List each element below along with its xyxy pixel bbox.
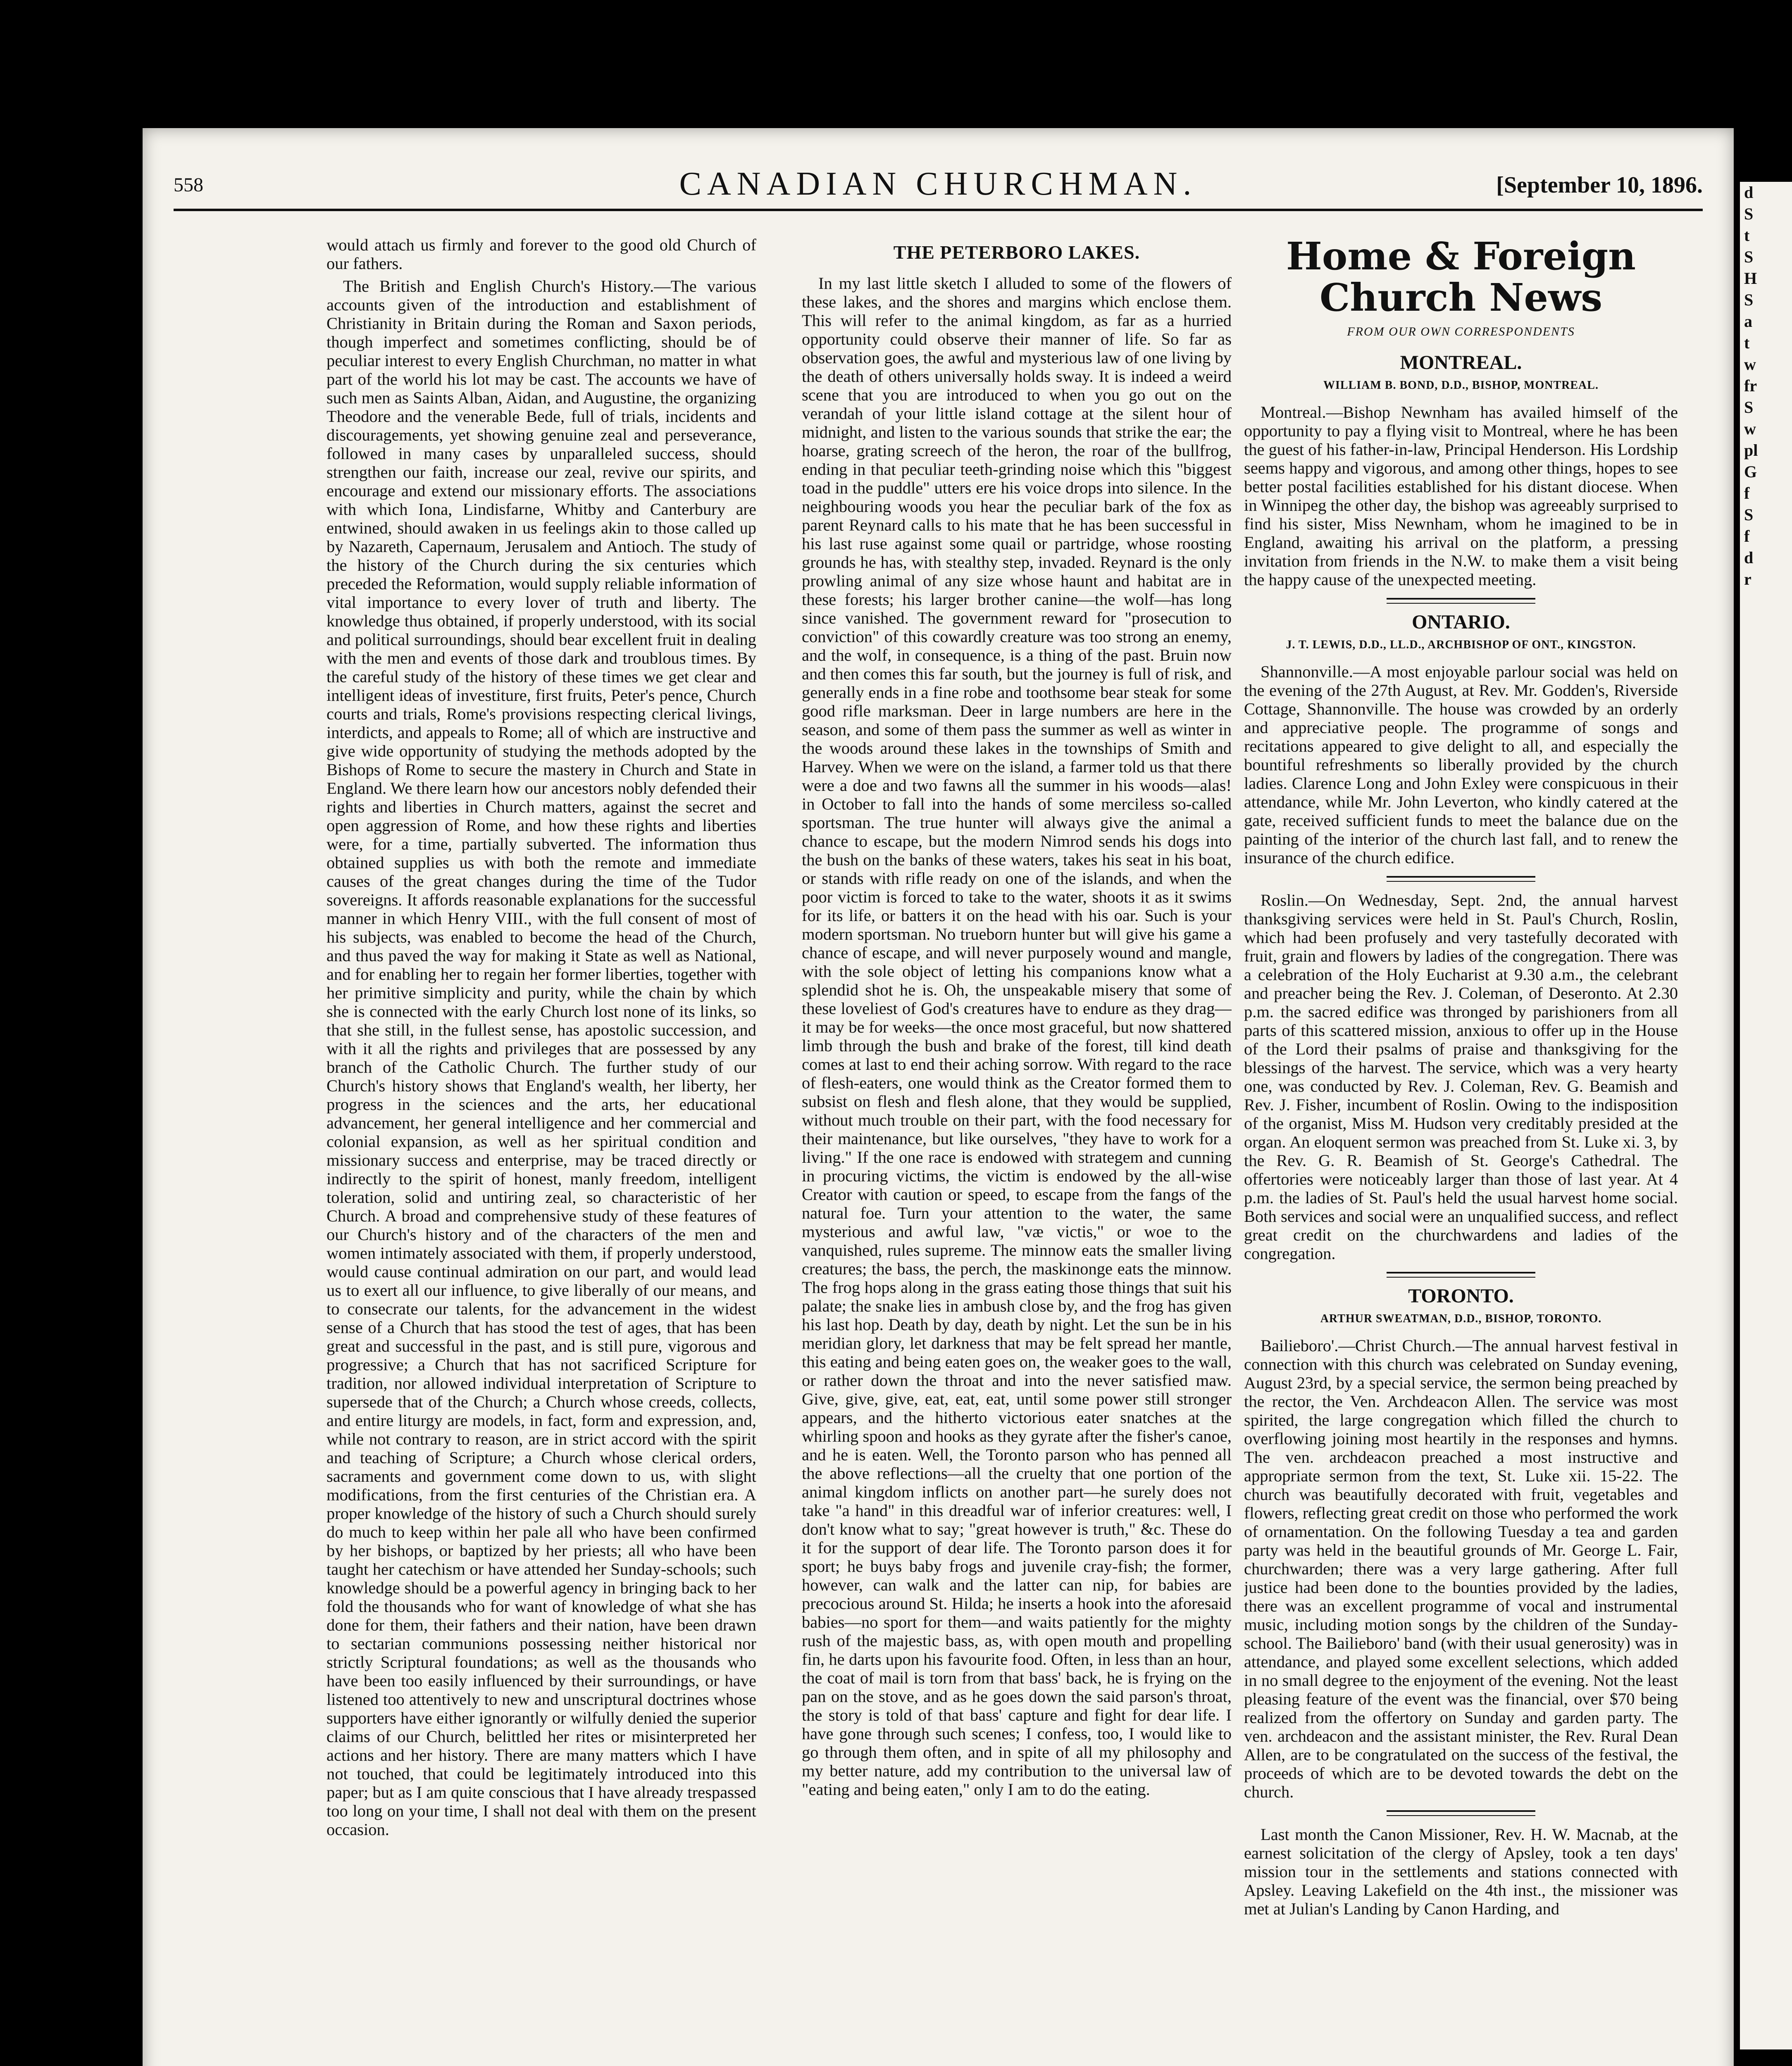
edge-fragment: S <box>1744 505 1754 524</box>
header-rule <box>174 209 1703 211</box>
paragraph: Last month the Canon Missioner, Rev. H. W. Macnab, at the earnest solicitation of the clergy of Apsley, took a ten days' mission tour in the settlements and stations connected with Apsley. Leaving Lakefield on the 4th inst., the missioner was met at Julian's Landing by Canon Harding, and <box>1244 1825 1678 1918</box>
edge-fragment: S <box>1744 398 1754 417</box>
page-number: 558 <box>174 174 203 196</box>
page-header <box>174 165 1703 202</box>
edge-fragment: d <box>1744 183 1754 202</box>
issue-date: [September 10, 1896. <box>1496 172 1703 198</box>
paragraph: The British and English Church's History.—The various accounts given of the introduction and establishment of Christianity in Britain during the Roman and Saxon periods, though imperfect and sometimes conflicting, should be of peculiar interest to every English Churchman, no matter in what part of the world his lot may be cast. The accounts we have of such men as Saints Alban, Aidan, and Augustine, the organizing Theodore and the venerable Bede, full of trials, incidents and discouragements, yet showing genuine zeal and perseverance, followed in many cases by unparalleled success, should strengthen our faith, increase our zeal, revive our spirits, and encourage and extend our missionary efforts. The associations with which Iona, Lindisfarne, Whitby and Canterbury are entwined, should awaken in us feelings akin to those called up by Nazareth, Capernaum, Jerusalem and Antioch. The study of the history of the Church during the six centuries which preceded the Reformation, would supply reliable information of vital importance to every lover of truth and liberty. The knowledge thus obtained, if properly understood, with its social and political surroundings, should bear excellent fruit in dealing with the men and events of those dark and troublous times. By the careful study of the history of these times we get clear and intelligent ideas of investiture, first fruits, Peter's pence, Church courts and trials, Rome's provisions respecting clerical livings, interdicts, and appeals to Rome; all of which are instructive and give wide opportunity of studying the methods adopted by the Bishops of Rome to secure the mastery in Church and State in England. We there learn how our ancestors nobly defended their rights and liberties in Church matters, against the secret and open aggression of Rome, and how these rights and liberties were, for a time, partially subverted. The information thus obtained supplies us with both the remote and immediate causes of the great changes during the time of the Tudor sovereigns. It affords reasonable explanations for the successful manner in which Henry VIII., with the full consent of most of his subjects, was enabled to become the head of the Church, and thus paved the way for making it State as well as National, and for enabling her to regain her former liberties, together with her primitive simplicity and purity, while the chain by which she is connected with the early Church lost none of its links, so that she still, in the fullest sense, has apostolic succession, and with it all the rights and privileges that are possessed by any branch of the Catholic Church. The further study of our Church's history shows that England's wealth, her liberty, her progress in the sciences and the arts, her educational advancement, her general intelligence and her commercial and colonial expansion, as well as her spiritual condition and missionary success and enterprise, may be traced directly or indirectly to the spirit of honest, manly freedom, intelligent toleration, solid and untiring zeal, so characteristic of her Church. A broad and comprehensive study of these features of our Church's history and of the characters of the men and women intimately associated with them, if properly understood, would cause continual admiration on our part, and would lead us to exert all our influence, to give liberally of our means, and to consecrate our talents, for the advancement in the widest sense of a Church that has stood the test of ages, that has been great and successful in the past, and is still pure, vigorous and progressive; a Church that has not sacrificed Scripture for tradition, nor allowed individual interpretation of Scripture to supersede that of the Church; a Church whose creeds, collects, and entire liturgy are models, in fact, form and expression, and, while not contrary to reason, are in strict accord with the spirit and teaching of Scripture; a Church whose clerical orders, sacraments and government come down to us, with slight modifications, from the first centuries of the Christian era. A proper knowledge of the history of such a Church should surely do much to keep within her pale all who have been confirmed by her bishops, or baptized by her priests; all who have been taught her catechism or have attended her Sunday-schools; such knowledge should be a powerful agency in bringing back to her fold the thousands who for want of knowledge of what she has done for them, their fathers and their nation, have been drawn to sectarian communions possessing neither historical nor strictly Scriptural foundations; as well as the thousands who have been too easily influenced by their surroundings, or have listened too attentively to new and unscriptural doctrines whose supporters have either ignorantly or wilfully denied the superior claims of our Church, belittled her rites or misinterpreted her actions and her history. There are many matters which I have not touched, that could be legitimately introduced into this paper; but as I am quite conscious that I have already trespassed too long on your time, I shall not deal with them on the present occasion. <box>326 277 756 1839</box>
column-3 <box>1244 236 1678 2066</box>
edge-fragment: S <box>1744 248 1754 266</box>
section-divider <box>1387 876 1535 882</box>
edge-fragment: fr <box>1744 376 1757 395</box>
edge-fragment: t <box>1744 226 1750 245</box>
edge-fragment: f <box>1744 527 1750 545</box>
edge-fragment: H <box>1744 269 1757 288</box>
adjacent-page-edge <box>1740 182 1792 2049</box>
edge-fragment: pl <box>1744 441 1758 459</box>
section-divider <box>1387 1272 1535 1278</box>
edge-fragment: d <box>1744 548 1754 567</box>
paragraph: Bailieboro'.—Christ Church.—The annual harvest festival in connection with this church was celebrated on Sunday evening, August 23rd, by a special service, the sermon being preached by the rector, the Ven. Archdeacon Allen. The service was most spirited, the large congregation which filled the church to overflowing joining most heartily in the responses and hymns. The ven. archdeacon preached a most instructive and appropriate sermon from the text, St. Luke xii. 15-22. The church was beautifully decorated with fruit, vegetables and flowers, reflecting great credit on those who performed the work of ornamentation. On the following Tuesday a tea and garden party was held in the beautiful grounds of Mr. George L. Fair, churchwarden; there was a very large gathering. After full justice had been done to the bounties provided by the ladies, there was an excellent programme of vocal and instrumental music, including motion songs by the children of the Sunday-school. The Bailieboro' band (with their usual generosity) was in attendance, and played some excellent selections, which added in no small degree to the enjoyment of the evening. Not the least pleasing feature of the event was the financial, over $70 being realized from the offertory on Sunday and garden party. The ven. archdeacon and the assistant minister, the Rev. Rural Dean Allen, are to be congratulated on the success of the festival, the proceeds of which are to be devoted towards the debt on the church. <box>1244 1336 1678 1801</box>
edge-fragment: w <box>1744 419 1756 438</box>
edge-fragment: a <box>1744 312 1752 331</box>
paragraph: would attach us firmly and forever to the good old Church of our fathers. <box>326 236 756 273</box>
masthead: CANADIAN CHURCHMAN. <box>679 166 1197 202</box>
paragraph: Roslin.—On Wednesday, Sept. 2nd, the annual harvest thanksgiving services were held in St. Paul's Church, Roslin, which had been profusely and very tastefully decorated with fruit, grain and flowers by ladies of the congregation. There was a celebration of the Holy Eucharist at 9.30 a.m., the celebrant and preacher being the Rev. J. Coleman, of Deseronto. At 2.30 p.m. the sacred edifice was thronged by parishioners from all parts of this scattered mission, anxious to offer up in the House of the Lord their psalms of praise and thanksgiving for the blessings of the harvest. The service, which was a very hearty one, was conducted by Rev. J. Coleman, Rev. G. Beamish and Rev. J. Fisher, incumbent of Roslin. Owing to the indisposition of the organist, Miss M. Hudson very creditably presided at the organ. An eloquent sermon was preached from St. Luke xi. 3, by the Rev. G. R. Beamish of St. George's Cathedral. The offertories were noticeably larger than those of last year. At 4 p.m. the ladies of St. Paul's held the usual harvest home social. Both services and social were an unqualified success, and reflect great credit on the churchwardens and ladies of the congregation. <box>1244 891 1678 1263</box>
edge-fragment: f <box>1744 484 1750 502</box>
column-2 <box>802 236 1232 2066</box>
edge-fragment: G <box>1744 462 1757 481</box>
bishop-line: J. T. LEWIS, D.D., LL.D., ARCHBISHOP OF ONT., KINGSTON. <box>1286 638 1636 651</box>
edge-fragment: t <box>1744 333 1750 352</box>
section-divider <box>1387 1810 1535 1816</box>
edge-fragment: S <box>1744 290 1754 309</box>
edge-fragment: w <box>1744 355 1756 374</box>
section-title: Home & Foreign Church News <box>1286 236 1636 320</box>
section-divider <box>1387 598 1535 604</box>
paragraph: Montreal.—Bishop Newnham has availed himself of the opportunity to pay a flying visit to Montreal, where he has been the guest of his father-in-law, Principal Henderson. His Lordship seems happy and vigorous, and among other things, hopes to see better postal facilities established for his distant diocese. When in Winnipeg the other day, the bishop was agreeably surprised to find his sister, Miss Newnham, whom he imagined to be in England, awaiting his arrival on the platform, a pressing invitation from friends in the N.W. to make them a visit being the happy cause of the unexpected meeting. <box>1244 403 1678 589</box>
bishop-line: WILLIAM B. BOND, D.D., BISHOP, MONTREAL. <box>1323 379 1599 392</box>
diocese-heading: TORONTO. <box>1408 1285 1514 1307</box>
paragraph: Shannonville.—A most enjoyable parlour social was held on the evening of the 27th August, at Rev. Mr. Godden's, Riverside Cottage, Shannonville. The house was crowded by an orderly and appreciative people. The programme of songs and recitations appeared to give delight to all, and especially the bountiful refreshments so liberally provided by the church ladies. Clarence Long and John Exley were conspicuous in their attendance, while Mr. John Leverton, who kindly catered at the gate, received sufficient funds to meet the balance due on the painting of the interior of the church last fall, and to renew the insurance of the church edifice. <box>1244 662 1678 867</box>
bishop-line: ARTHUR SWEATMAN, D.D., BISHOP, TORONTO. <box>1320 1312 1602 1325</box>
edge-fragment: S <box>1744 205 1754 223</box>
diocese-heading: MONTREAL. <box>1400 352 1522 374</box>
edge-fragment: r <box>1744 570 1751 588</box>
section-subtitle: FROM OUR OWN CORRESPONDENTS <box>1347 325 1575 338</box>
column-1 <box>326 236 756 2066</box>
article-title: THE PETERBORO LAKES. <box>893 242 1140 263</box>
paragraph: In my last little sketch I alluded to some of the flowers of these lakes, and the shores and margins which enclose them. This will refer to the animal kingdom, as far as a hurried opportunity could observe their manner of life. So far as observation goes, the awful and mysterious law of one living by the death of others universally holds sway. It is indeed a weird scene that you are introduced to when you go out on the verandah of your little island cottage at the silent hour of midnight, and listen to the various sounds that strike the ear; the hoarse, grating screech of the heron, the roar of the bullfrog, ending in that peculiar teeth-grinding noise which this "biggest toad in the puddle" utters ere his voice drops into silence. In the neighbouring woods you hear the peculiar bark of the fox as parent Reynard calls to his mate that he has been successful in his last ruse against some quail or partridge, whose roosting grounds he has, with stealthy step, invaded. Reynard is the only prowling animal of any size whose haunt and habitat are in these forests; his larger brother canine—the wolf—has long since vanished. The government reward for "prosecution to conviction" of this cowardly creature was too strong an enemy, and the wolf, in consequence, is a thing of the past. Bruin now and then comes this far south, but the journey is full of risk, and generally ends in a fine robe and toothsome bear steak for some good rifle marksman. Deer in large numbers are here in the season, and some of them pass the summer as well as winter in the woods around these lakes in the townships of Smith and Harvey. When we were on the island, a farmer told us that there were a doe and two fawns all the summer in his woods—alas! in October to fall into the hands of some merciless so-called sportsman. The true hunter will always give the animal a chance to escape, but the modern Nimrod sends his dogs into the bush on the banks of these waters, takes his seat in his boat, or stands with rifle ready on one of the islands, and when the poor victim is forced to take to the water, shoots it as it swims for its life, or batters it on the head with his oar. Such is your modern sportsman. No trueborn hunter but will give his game a chance of escape, and will never purposely wound and mangle, with the sole object of letting his companions know what a splendid shot he is. Oh, the unspeakable misery that some of these loveliest of God's creatures have to endure as they drag—it may be for weeks—the once most graceful, but now shattered limb through the bush and brake of the forest, till kind death comes at last to end their aching sorrow. With regard to the race of flesh-eaters, one would think as the Creator formed them to subsist on flesh and flesh alone, that they would be supplied, without much trouble on their part, with the food necessary for their maintenance, but like ourselves, "they have to work for a living." If the one race is endowed with strategem and cunning in procuring victims, the victim is endowed by the all-wise Creator with caution or speed, to escape from the fangs of the natural foe. Turn your attention to the water, the same mysterious and awful law, "væ victis," or woe to the vanquished, rules supreme. The minnow eats the smaller living creatures; the bass, the perch, the maskinonge eats the minnow. The frog hops along in the grass eating those things that suit his palate; the snake lies in ambush close by, and the frog has given his last hop. Death by day, death by night. Let the sun be in his meridian glory, let darkness that may be felt spread her mantle, this eating and being eaten goes on, the weaker goes to the wall, or rather down the throat and into the never satisfied maw. Give, give, give, eat, eat, eat, until some power still stronger appears, and the hitherto victorious eater snatches at the whirling spoon and hooks as they gyrate after the fisher's canoe, and he is eaten. Well, the Toronto parson who has penned all the above reflections—all the cruelty that one portion of the animal kingdom inflicts on another part—he surely does not take "a hand" in this dreadful war of inferior creatures: well, I don't know what to say; "great however is truth," &c. These do it for the support of dear life. The Toronto parson does it for sport; he buys baby frogs and juvenile cray-fish; the former, however, can walk and the latter can nip, for babies are precocious around St. Hilda; he inserts a hook into the aforesaid babies—no sport for them—and waits patiently for the mighty rush of the majestic bass, as, with open mouth and propelling fin, he darts upon his favourite food. Often, in less than an hour, the coat of mail is torn from that bass' back, he is frying on the pan on the stove, and as he goes down the said parson's throat, the story is told of that bass' capture and fight for dear life. I have gone through such scenes; I confess, too, I would like to go through them often, and in spite of all my philosophy and my better nature, add my contribution to the universal law of "eating and being eaten," only I am to do the eating. <box>802 274 1232 1799</box>
diocese-heading: ONTARIO. <box>1412 611 1510 633</box>
